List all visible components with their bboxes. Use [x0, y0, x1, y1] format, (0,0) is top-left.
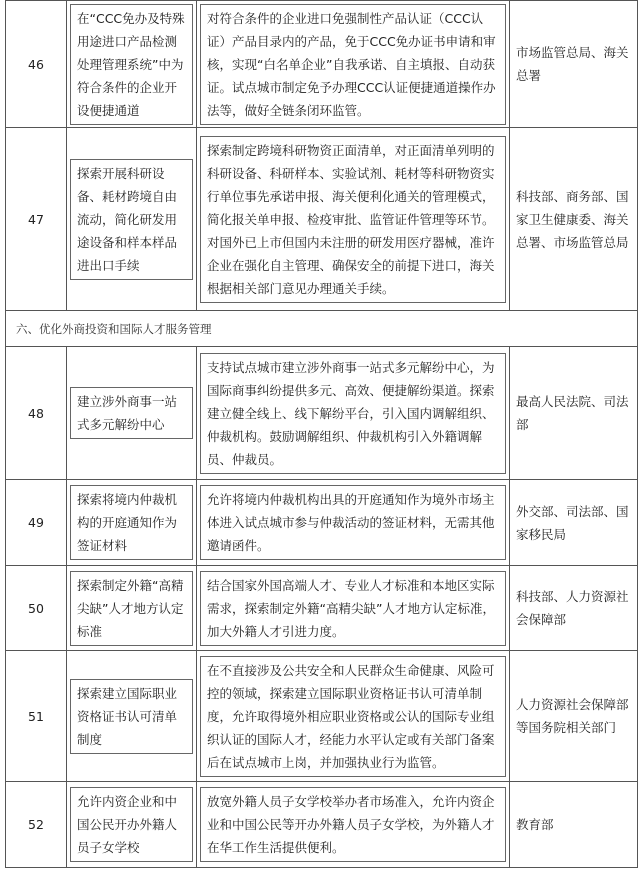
task-text: 在“CCC免办及特殊用途进口产品检测处理管理系统”中为符合条件的企业开设便捷通道 [70, 4, 193, 125]
dept-cell [510, 782, 638, 868]
task-text: 探索建立国际职业资格证书认可清单制度 [70, 679, 193, 754]
measure-text: 结合国家外国高端人才、专业人才标准和本地区实际需求，探索制定外籍“高精尖缺”人才地方认定标准，加大外籍人才引进力度。 [200, 571, 506, 646]
table-row [6, 128, 638, 311]
measure-cell [197, 651, 510, 782]
table-row [6, 566, 638, 651]
dept-text: 科技部、商务部、国家卫生健康委、海关总署、市场监管总局 [516, 188, 629, 250]
row-number: 50 [6, 566, 67, 651]
policy-table [5, 0, 638, 868]
dept-text: 科技部、人力资源社会保障部 [516, 589, 629, 627]
task-text: 探索制定外籍“高精尖缺”人才地方认定标准 [70, 571, 193, 646]
dept-text: 最高人民法院、司法部 [516, 394, 629, 432]
row-number: 47 [6, 128, 67, 311]
measure-text: 允许将境内仲裁机构出具的开庭通知作为境外市场主体进入试点城市参与仲裁活动的签证材料，无需其他邀请函件。 [200, 485, 506, 560]
task-text: 探索开展科研设备、耗材跨境自由流动，简化研发用途设备和样本样品进出口手续 [70, 159, 193, 280]
measure-cell [197, 566, 510, 651]
dept-cell [510, 566, 638, 651]
measure-text: 在不直接涉及公共安全和人民群众生命健康、风险可控的领域，探索建立国际职业资格证书认可清单制度，允许取得境外相应职业资格或公认的国际专业组织认证的国际人才，经能力水平认定或有关部门备案后在试点城市上岗，并加强执业行为监管。 [200, 656, 506, 777]
task-text: 允许内资企业和中国公民开办外籍人员子女学校 [70, 787, 193, 862]
task-text: 探索将境内仲裁机构的开庭通知作为签证材料 [70, 485, 193, 560]
task-cell [67, 1, 197, 128]
dept-cell [510, 480, 638, 566]
table-row [6, 782, 638, 868]
measure-cell [197, 782, 510, 868]
dept-cell [510, 1, 638, 128]
task-cell [67, 782, 197, 868]
section-row [6, 311, 638, 347]
measure-cell [197, 128, 510, 311]
measure-text: 支持试点城市建立涉外商事一站式多元解纷中心，为国际商事纠纷提供多元、高效、便捷解纷渠道。探索建立健全线上、线下解纷平台，引入国内调解组织、仲裁机构。鼓励调解组织、仲裁机构引入外籍调解员、仲裁员。 [200, 353, 506, 474]
task-cell [67, 566, 197, 651]
measure-cell [197, 1, 510, 128]
dept-cell [510, 651, 638, 782]
task-cell [67, 651, 197, 782]
task-cell [67, 347, 197, 480]
measure-text: 探索制定跨境科研物资正面清单，对正面清单列明的科研设备、科研样本、实验试剂、耗材等科研物资实行单位事先承诺申报、海关便利化通关的管理模式，简化报关单申报、检疫审批、监管证件管理等环节。对国外已上市但国内未注册的研发用医疗器械，准许企业在强化自主管理、确保安全的前提下进口，海关根据相关部门意见办理通关手续。 [200, 136, 506, 303]
row-number: 48 [6, 347, 67, 480]
row-number: 49 [6, 480, 67, 566]
dept-cell [510, 128, 638, 311]
row-number: 46 [6, 1, 67, 128]
measure-text: 对符合条件的企业进口免强制性产品认证（CCC认证）产品目录内的产品，免于CCC免办证书申请和审核，实现“白名单企业”自我承诺、自主填报、自动获证。试点城市制定免予办理CCC认证便捷通道操作办法等，做好全链条闭环监管。 [200, 4, 506, 125]
task-text: 建立涉外商事一站式多元解纷中心 [70, 387, 193, 439]
row-number: 51 [6, 651, 67, 782]
measure-cell [197, 347, 510, 480]
dept-text: 外交部、司法部、国家移民局 [516, 503, 629, 542]
task-cell [67, 128, 197, 311]
measure-cell [197, 480, 510, 566]
dept-text: 教育部 [516, 817, 554, 832]
row-number: 52 [6, 782, 67, 868]
dept-cell [510, 347, 638, 480]
dept-text: 市场监管总局、海关总署 [516, 45, 629, 83]
table-row [6, 480, 638, 566]
dept-text: 人力资源社会保障部等国务院相关部门 [516, 697, 629, 735]
task-cell [67, 480, 197, 566]
table-row [6, 347, 638, 480]
table-row [6, 651, 638, 782]
table-row [6, 1, 638, 128]
measure-text: 放宽外籍人员子女学校举办者市场准入，允许内资企业和中国公民等开办外籍人员子女学校，为外籍人才在华工作生活提供便利。 [200, 787, 506, 862]
section-title: 六、优化外商投资和国际人才服务管理 [6, 311, 638, 347]
